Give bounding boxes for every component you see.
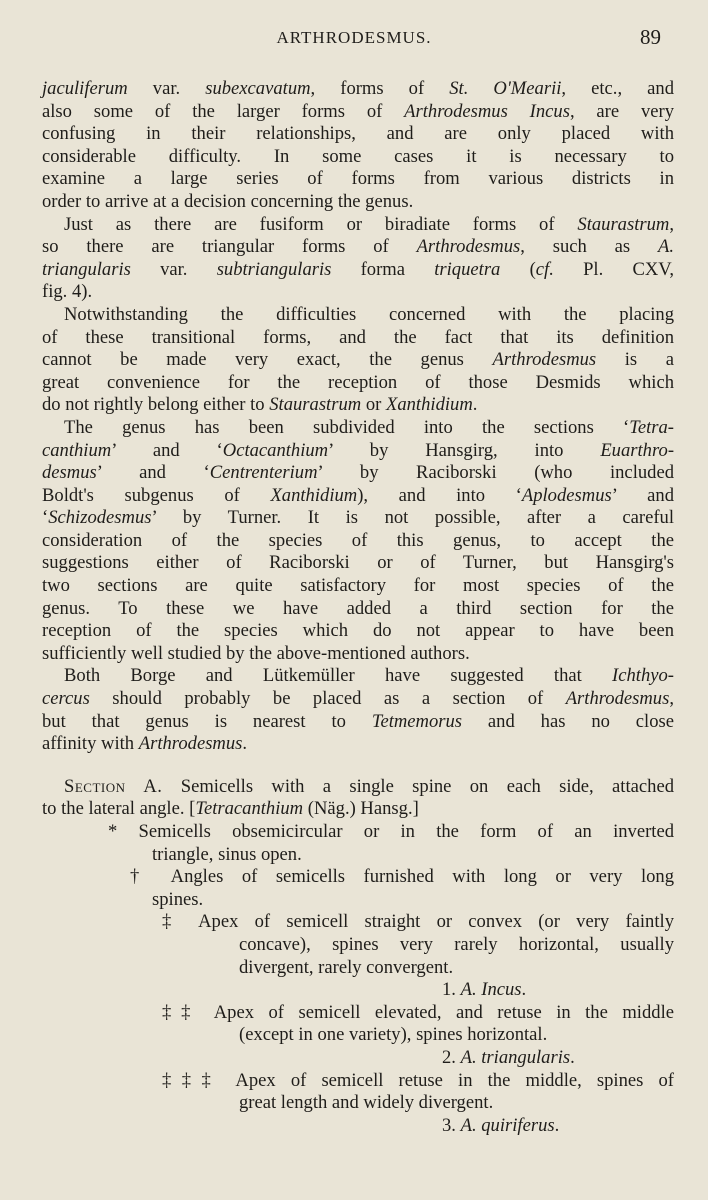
text-line: affinity with Arthrodesmus. (42, 733, 248, 755)
text-line: canthium’ and ‘Octacanthium’ by Hansgirg, into Euarthro- (42, 439, 675, 461)
key-line: ‡‡‡ Apex of semicell retuse in the middle, spines of (162, 1069, 674, 1091)
key-line: divergent, rarely convergent. (239, 956, 454, 978)
text-line: jaculiferum var. subexcavatum, forms of St. O'Mearii, etc., and (42, 78, 674, 99)
key-line: spines. (152, 888, 204, 910)
text-line: triangularis var. subtriangularis forma triquetra (cf. Pl. CXV, (42, 258, 674, 280)
body-text (42, 78, 674, 1137)
key-line: triangle, sinus open. (152, 843, 302, 865)
text-line: genus. To these we have added a third section for the (42, 597, 674, 619)
text-line: cannot be made very exact, the genus Arthrodesmus is a (42, 349, 675, 371)
text-line: reception of the species which do not appear to have been (42, 620, 674, 642)
text-line: do not rightly belong either to Staurastrum or Xanthidium. (42, 394, 478, 416)
species-reference: 1. A. Incus. (442, 979, 527, 1001)
key-line: † Angles of semicells furnished with long or very long (130, 866, 674, 888)
text-line: of these transitional forms, and the fact that its definition (42, 326, 674, 348)
key-line: great length and widely divergent. (239, 1092, 494, 1114)
species-reference: 3. A. quiriferus. (442, 1114, 560, 1136)
text-line: considerable difficulty. In some cases it is necessary to (42, 145, 674, 167)
text-line: cercus should probably be placed as a section of Arthrodesmus, (42, 688, 674, 710)
text-line: Notwithstanding the difficulties concerned with the placing (64, 303, 674, 325)
key-line: (except in one variety), spines horizontal. (239, 1024, 548, 1046)
running-title: ARTHRODESMUS. (276, 28, 432, 47)
text-line: confusing in their relationships, and are only placed with (42, 123, 674, 145)
text-line: consideration of the species of this genus, to accept the (42, 529, 674, 551)
text-line: also some of the larger forms of Arthrodesmus Incus, are very (42, 100, 675, 122)
section-heading-line: Section A. Semicells with a single spine on each side, attached (64, 775, 674, 797)
page-number: 89 (640, 25, 661, 49)
text-line: suggestions either of Raciborski or of Turner, but Hansgirg's (42, 552, 674, 574)
text-line: to the lateral angle. [Tetracanthium (Näg.) Hansg.] (42, 798, 419, 820)
section-label: Section A. (64, 775, 163, 797)
text-line: sufficiently well studied by the above-mentioned authors. (42, 642, 470, 664)
text-line: so there are triangular forms of Arthrodesmus, such as A. (42, 236, 674, 258)
text-line: order to arrive at a decision concerning the genus. (42, 190, 414, 212)
text-line: ‘Schizodesmus’ by Turner. It is not possible, after a careful (42, 507, 674, 529)
text-line: Just as there are fusiform or biradiate forms of Staurastrum, (64, 213, 674, 235)
text-line: Boldt's subgenus of Xanthidium), and into ‘Aplodesmus’ and (42, 484, 675, 506)
key-line: ‡‡ Apex of semicell elevated, and retuse in the middle (162, 1001, 674, 1023)
text-line: two sections are quite satisfactory for most species of the (42, 575, 674, 597)
text-line: great convenience for the reception of those Desmids which (42, 371, 674, 393)
key-line: concave), spines very rarely horizontal, usually (239, 933, 674, 955)
text-line: examine a large series of forms from various districts in (42, 168, 674, 190)
species-reference: 2. A. triangularis. (442, 1046, 575, 1068)
key-line: ‡ Apex of semicell straight or convex (or very faintly (162, 911, 674, 933)
text-line: fig. 4). (42, 281, 93, 303)
text-line: Both Borge and Lütkemüller have suggested that Ichthyo- (64, 665, 674, 687)
text-line: desmus’ and ‘Centrenterium’ by Raciborski (who included (42, 462, 674, 484)
text-line: The genus has been subdivided into the sections ‘Tetra- (64, 416, 674, 438)
text-line: but that genus is nearest to Tetmemorus and has no close (42, 710, 674, 732)
section-gap (42, 756, 674, 776)
key-line: * Semicells obsemicircular or in the form of an inverted (108, 821, 674, 842)
